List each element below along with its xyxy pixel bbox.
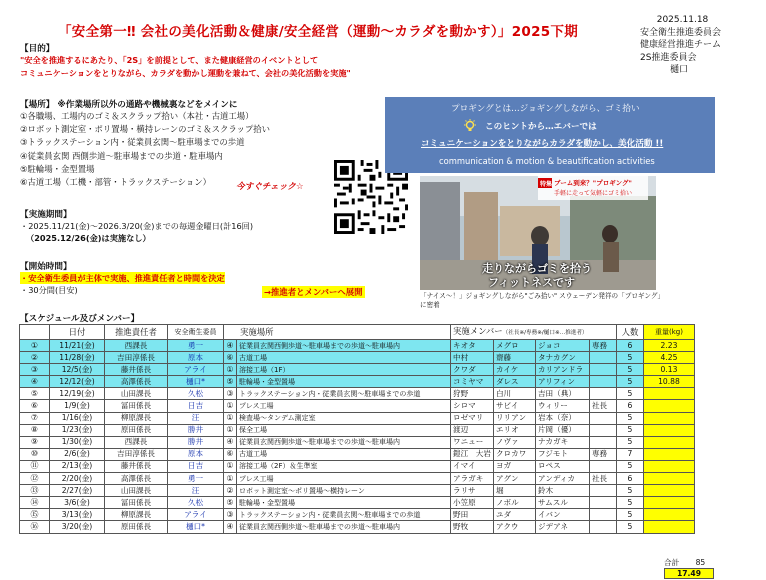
table-row <box>20 509 695 521</box>
place-item: ②ロボット測定室・ポリ置場・横持レーンのゴミ＆スクラップ拾い <box>20 124 271 135</box>
row-date: 11/21(金) <box>50 340 105 352</box>
row-officer: アライ <box>168 509 224 521</box>
place-item: ③トラックステーション内・従業員玄関～駐車場までの歩道 <box>20 137 245 148</box>
schedule-header-row <box>20 325 695 340</box>
row-place-number: ① <box>224 473 237 485</box>
row-place: 古道工場 <box>237 448 451 460</box>
table-row <box>20 364 695 376</box>
row-leader: 高澤係長 <box>105 473 168 485</box>
row-number: ① <box>20 340 50 352</box>
row-member-4 <box>589 460 616 472</box>
row-leader: 柳原課長 <box>105 509 168 521</box>
row-place-number: ① <box>224 460 237 472</box>
row-weight: 0.13 <box>643 364 694 376</box>
row-leader: 山田課長 <box>105 485 168 497</box>
row-place-number: ② <box>224 485 237 497</box>
start-section <box>20 260 225 296</box>
row-place-number: ① <box>224 400 237 412</box>
row-member-4: 専務 <box>589 448 616 460</box>
row-leader: 原田係長 <box>105 424 168 436</box>
row-member-4 <box>589 352 616 364</box>
row-member-1: 渡辺 <box>451 424 494 436</box>
row-weight <box>643 521 694 533</box>
col-no <box>20 325 50 340</box>
row-officer: アライ <box>168 364 224 376</box>
col-members-label: 実施メンバー <box>453 326 503 336</box>
row-member-1: ワニュー <box>451 436 494 448</box>
header-team: 健康経営推進チーム <box>640 40 722 51</box>
place-item: ④従業員玄関 西側歩道～駐車場までの歩道・駐車場内 <box>20 150 223 161</box>
period-line-2: （2025.12/26(金)は実施なし） <box>26 233 151 244</box>
row-officer: 汪 <box>168 485 224 497</box>
row-leader: 吉田淳係長 <box>105 352 168 364</box>
row-member-3: 岩本（奈） <box>535 412 589 424</box>
row-member-3: ロペス <box>535 460 589 472</box>
photo-tag: 特集 <box>540 181 553 188</box>
row-member-4 <box>589 521 616 533</box>
row-member-2: クロカワ <box>493 448 535 460</box>
row-member-1: 野牧 <box>451 521 494 533</box>
row-count: 6 <box>616 340 643 352</box>
row-leader: 吉田淳係長 <box>105 448 168 460</box>
row-weight <box>643 400 694 412</box>
col-place: 実施場所 <box>224 325 451 340</box>
row-count: 5 <box>616 412 643 424</box>
row-place: 従業員玄関西側歩道～駐車場までの歩道～駐車場内 <box>237 521 451 533</box>
row-member-3: 吉田（典） <box>535 388 589 400</box>
row-place: 溶接工場（2F）＆生準室 <box>237 460 451 472</box>
purpose-heading: 【目的】 <box>20 44 55 54</box>
table-row <box>20 400 695 412</box>
photo-badge-2: 手軽に走って気軽にゴミ拾い <box>554 190 633 197</box>
start-heading: 【開始時間】 <box>20 262 72 272</box>
row-place-number: ① <box>224 424 237 436</box>
period-heading: 【実施期間】 <box>20 210 72 220</box>
period-line-1: ・2025.11/21(金)～2026.3/20(金)までの毎週金曜日(計16回) <box>20 221 254 231</box>
row-member-1: コミヤマ <box>451 376 494 388</box>
row-count: 7 <box>616 448 643 460</box>
row-place-number: ④ <box>224 436 237 448</box>
table-row <box>20 448 695 460</box>
row-member-3: ウィリー <box>535 400 589 412</box>
row-date: 3/20(金) <box>50 521 105 533</box>
row-number: ② <box>20 352 50 364</box>
row-place: 古道工場 <box>237 352 451 364</box>
row-number: ⑫ <box>20 473 50 485</box>
row-date: 2/6(金) <box>50 448 105 460</box>
period-section <box>20 208 253 244</box>
row-place-number: ③ <box>224 509 237 521</box>
row-leader: 冨田係長 <box>105 400 168 412</box>
col-members <box>451 325 617 340</box>
check-now-label: 今すぐチェック☆ <box>236 182 304 192</box>
row-date: 1/23(金) <box>50 424 105 436</box>
row-member-2: メグロ <box>493 340 535 352</box>
total-weight: 17.49 <box>664 568 714 579</box>
table-row <box>20 521 695 533</box>
row-member-1: 小笠原 <box>451 497 494 509</box>
row-member-2: サビイ <box>493 400 535 412</box>
row-member-4 <box>589 364 616 376</box>
row-member-4: 専務 <box>589 340 616 352</box>
row-count: 5 <box>616 352 643 364</box>
row-officer: 日吉 <box>168 460 224 472</box>
deploy-arrow-label: →推進者とメンバーへ展開 <box>264 287 363 297</box>
row-weight <box>643 388 694 400</box>
plogging-photo <box>420 176 656 290</box>
places-section <box>20 98 270 189</box>
row-member-1: 鎧江 大岩 <box>451 448 494 460</box>
row-date: 2/27(金) <box>50 485 105 497</box>
purpose-section <box>20 42 351 80</box>
table-row <box>20 388 695 400</box>
total-count: 85 <box>695 558 706 567</box>
row-officer: 勇一 <box>168 473 224 485</box>
row-member-4 <box>589 497 616 509</box>
table-row <box>20 473 695 485</box>
row-place-number: ⑥ <box>224 448 237 460</box>
row-leader: 原田係長 <box>105 521 168 533</box>
table-row <box>20 376 695 388</box>
col-officer: 安全衛生委員 <box>168 325 224 340</box>
row-number: ⑥ <box>20 400 50 412</box>
row-weight: 4.25 <box>643 352 694 364</box>
row-member-2: ノヴァ <box>493 436 535 448</box>
row-member-4 <box>589 424 616 436</box>
row-member-2: ユダ <box>493 509 535 521</box>
photo-badge: ブーム到来？"プロギング" <box>554 179 632 187</box>
purpose-line-2: コミュニケーションをとりながら、カラダを動かし運動を兼ねて、会社の美化活動を実施" <box>20 68 351 78</box>
row-officer: 樋口* <box>168 376 224 388</box>
row-count: 5 <box>616 460 643 472</box>
row-place-number: ⑤ <box>224 497 237 509</box>
row-member-1: 野田 <box>451 509 494 521</box>
row-place-number: ④ <box>224 521 237 533</box>
row-count: 5 <box>616 364 643 376</box>
row-place: 溶接工場（1F） <box>237 364 451 376</box>
col-count: 人数 <box>616 325 643 340</box>
row-number: ⑮ <box>20 509 50 521</box>
row-count: 5 <box>616 509 643 521</box>
row-weight <box>643 485 694 497</box>
row-date: 3/6(金) <box>50 497 105 509</box>
row-place-number: ④ <box>224 340 237 352</box>
banner-line-4: communication & motion & beautification activities <box>439 156 655 166</box>
row-member-2: 堀 <box>493 485 535 497</box>
row-officer: 汪 <box>168 412 224 424</box>
row-member-4 <box>589 485 616 497</box>
row-officer: 原本 <box>168 352 224 364</box>
row-place: 従業員玄関西側歩道～駐車場までの歩道～駐車場内 <box>237 340 451 352</box>
row-place: ロボット測定室～ポリ置場～横持レーン <box>237 485 451 497</box>
row-date: 1/9(金) <box>50 400 105 412</box>
row-place: プレス工場 <box>237 400 451 412</box>
row-number: ⑭ <box>20 497 50 509</box>
row-member-2: 白川 <box>493 388 535 400</box>
row-member-1: ロゼマリ <box>451 412 494 424</box>
row-member-3: 鈴木 <box>535 485 589 497</box>
row-member-4 <box>589 388 616 400</box>
table-row <box>20 352 695 364</box>
table-row <box>20 485 695 497</box>
row-officer: 久松 <box>168 388 224 400</box>
row-place-number: ③ <box>224 388 237 400</box>
total-row <box>664 557 766 579</box>
row-member-2: ノボル <box>493 497 535 509</box>
row-number: ⑨ <box>20 436 50 448</box>
row-member-4 <box>589 412 616 424</box>
row-place-number: ⑤ <box>224 376 237 388</box>
row-date: 12/5(金) <box>50 364 105 376</box>
row-date: 12/12(金) <box>50 376 105 388</box>
row-number: ④ <box>20 376 50 388</box>
banner-line-2: このヒントから…エバーでは <box>485 122 597 132</box>
row-member-2: リリアン <box>493 412 535 424</box>
row-count: 5 <box>616 497 643 509</box>
row-weight: 2.23 <box>643 340 694 352</box>
row-member-3: ジョコ <box>535 340 589 352</box>
row-member-3: サムスル <box>535 497 589 509</box>
row-member-3: アンディカ <box>535 473 589 485</box>
row-weight <box>643 473 694 485</box>
row-member-3: ジデアネ <box>535 521 589 533</box>
row-member-4: 社長 <box>589 473 616 485</box>
row-member-3: ナカガキ <box>535 436 589 448</box>
row-leader: 山田課長 <box>105 388 168 400</box>
row-count: 5 <box>616 424 643 436</box>
photo-caption: 「ナイス～！」ジョギングしながら"ごみ拾い" スウェーデン発祥の「プロギング」に密着 <box>420 292 661 309</box>
row-leader: 高澤係長 <box>105 376 168 388</box>
row-member-3: タナカグン <box>535 352 589 364</box>
row-member-3: カリアンドラ <box>535 364 589 376</box>
row-officer: 勇一 <box>168 340 224 352</box>
banner-line-1: プロギングとは…ジョギングしながら、ゴミ拾い <box>451 104 640 114</box>
lightbulb-icon <box>463 118 477 132</box>
row-count: 5 <box>616 376 643 388</box>
row-weight <box>643 412 694 424</box>
row-leader: 西課長 <box>105 340 168 352</box>
row-number: ⑪ <box>20 460 50 472</box>
row-weight: 10.88 <box>643 376 694 388</box>
row-place-number: ① <box>224 364 237 376</box>
row-member-2: アグン <box>493 473 535 485</box>
row-number: ⑬ <box>20 485 50 497</box>
row-number: ③ <box>20 364 50 376</box>
banner-line-3: コミュニケーションをとりながらカラダを動かし、美化活動 !! <box>421 139 664 149</box>
row-member-3: 片岡（優） <box>535 424 589 436</box>
row-number: ⑯ <box>20 521 50 533</box>
row-date: 12/19(金) <box>50 388 105 400</box>
row-officer: 勝井 <box>168 424 224 436</box>
row-member-4 <box>589 509 616 521</box>
row-member-1: 狩野 <box>451 388 494 400</box>
row-officer: 日吉 <box>168 400 224 412</box>
row-leader: 西課長 <box>105 436 168 448</box>
row-member-2: エリオ <box>493 424 535 436</box>
row-date: 2/20(金) <box>50 473 105 485</box>
table-row <box>20 424 695 436</box>
row-member-1: 中村 <box>451 352 494 364</box>
row-weight <box>643 497 694 509</box>
row-member-1: クワダ <box>451 364 494 376</box>
table-row <box>20 412 695 424</box>
row-place: トラックステーション内・従業員玄関～駐車場までの歩道 <box>237 388 451 400</box>
photo-subtitle-2: フィットネスです <box>488 276 576 289</box>
row-member-3: イバン <box>535 509 589 521</box>
places-heading: 【場所】 ※作業場所以外の通路や機械裏などをメインに <box>20 100 238 110</box>
row-count: 6 <box>616 400 643 412</box>
header-committee: 安全衛生推進委員会 <box>640 27 722 38</box>
row-weight <box>643 509 694 521</box>
row-date: 2/13(金) <box>50 460 105 472</box>
plogging-banner <box>385 97 715 173</box>
table-row <box>20 460 695 472</box>
row-member-1: シロマ <box>451 400 494 412</box>
row-date: 3/13(金) <box>50 509 105 521</box>
place-item: ⑤駐輪場・金型置場 <box>20 163 95 174</box>
row-leader: 藤井係長 <box>105 460 168 472</box>
row-place-number: ⑥ <box>224 352 237 364</box>
row-member-4: 社長 <box>589 400 616 412</box>
row-member-1: ラリサ <box>451 485 494 497</box>
row-member-2: ヨガ <box>493 460 535 472</box>
row-member-3: フジモト <box>535 448 589 460</box>
header-author: 樋口 <box>670 65 689 76</box>
row-member-2: アクウ <box>493 521 535 533</box>
row-count: 5 <box>616 521 643 533</box>
row-count: 5 <box>616 436 643 448</box>
row-officer: 原本 <box>168 448 224 460</box>
row-officer: 樋口* <box>168 521 224 533</box>
row-place: 保全工場 <box>237 424 451 436</box>
row-leader: 冨田係長 <box>105 497 168 509</box>
row-member-1: イマイ <box>451 460 494 472</box>
row-place: 駐輪場・金型置場 <box>237 376 451 388</box>
schedule-body <box>20 340 695 534</box>
schedule-table <box>19 324 695 534</box>
header-info <box>640 14 721 77</box>
total-label: 合計 <box>664 558 680 567</box>
table-row <box>20 436 695 448</box>
photo-subtitle-1: 走りながらゴミを拾う <box>482 262 592 275</box>
row-member-2: カイケ <box>493 364 535 376</box>
row-officer: 久松 <box>168 497 224 509</box>
col-members-note: （社長※/専務※/樋口※…推進者） <box>502 330 588 336</box>
header-date: 2025.11.18 <box>656 15 709 25</box>
page-title: 「安全第一‼ 会社の美化活動＆健康/安全経営（運動～カラダを動かす）」2025下期 <box>58 24 579 40</box>
row-place: 駐輪場・金型置場 <box>237 497 451 509</box>
row-weight <box>643 436 694 448</box>
row-place: トラックステーション内・従業員玄関～駐車場までの歩道 <box>237 509 451 521</box>
header-2s-committee: 2S推進委員会 <box>640 52 697 63</box>
row-date: 1/16(金) <box>50 412 105 424</box>
row-officer: 勝井 <box>168 436 224 448</box>
col-leader: 推進責任者 <box>105 325 168 340</box>
place-item: ①各職場、工場内のゴミ＆スクラップ拾い（本社・古道工場） <box>20 111 254 121</box>
col-weight: 重量(kg) <box>643 325 694 340</box>
row-number: ⑦ <box>20 412 50 424</box>
row-place-number: ① <box>224 412 237 424</box>
row-leader: 柳原課長 <box>105 412 168 424</box>
row-date: 11/28(金) <box>50 352 105 364</box>
start-line-2: ・30分間(目安) <box>20 285 78 296</box>
row-member-2: ダレス <box>493 376 535 388</box>
table-row <box>20 340 695 352</box>
row-place: 従業員玄関西側歩道～駐車場までの歩道～駐車場内 <box>237 436 451 448</box>
place-item: ⑥古道工場（工機・部管・トラックステーション） <box>20 177 212 188</box>
start-line-1: ・安全衛生委員が主体で実施、推進責任者と時間を決定 <box>20 273 225 283</box>
table-row <box>20 497 695 509</box>
row-member-1: キオタ <box>451 340 494 352</box>
row-member-3: アリフィン <box>535 376 589 388</box>
purpose-line-1: "安全を推進するにあたり、「2S」を前提として、また健康経営のイベントとして <box>20 55 319 65</box>
row-count: 6 <box>616 473 643 485</box>
col-date: 日付 <box>50 325 105 340</box>
row-place: 検査場～タンデム測定室 <box>237 412 451 424</box>
schedule-heading: 【スケジュール及びメンバー】 <box>20 314 140 324</box>
row-number: ⑤ <box>20 388 50 400</box>
row-count: 5 <box>616 388 643 400</box>
row-member-4 <box>589 376 616 388</box>
row-member-2: 齋藤 <box>493 352 535 364</box>
row-weight <box>643 424 694 436</box>
row-number: ⑧ <box>20 424 50 436</box>
row-member-1: アラガキ <box>451 473 494 485</box>
row-place: プレス工場 <box>237 473 451 485</box>
row-number: ⑩ <box>20 448 50 460</box>
row-date: 1/30(金) <box>50 436 105 448</box>
row-count: 5 <box>616 485 643 497</box>
row-weight <box>643 460 694 472</box>
row-member-4 <box>589 436 616 448</box>
places-list <box>20 110 270 189</box>
row-weight <box>643 448 694 460</box>
row-leader: 藤井係長 <box>105 364 168 376</box>
